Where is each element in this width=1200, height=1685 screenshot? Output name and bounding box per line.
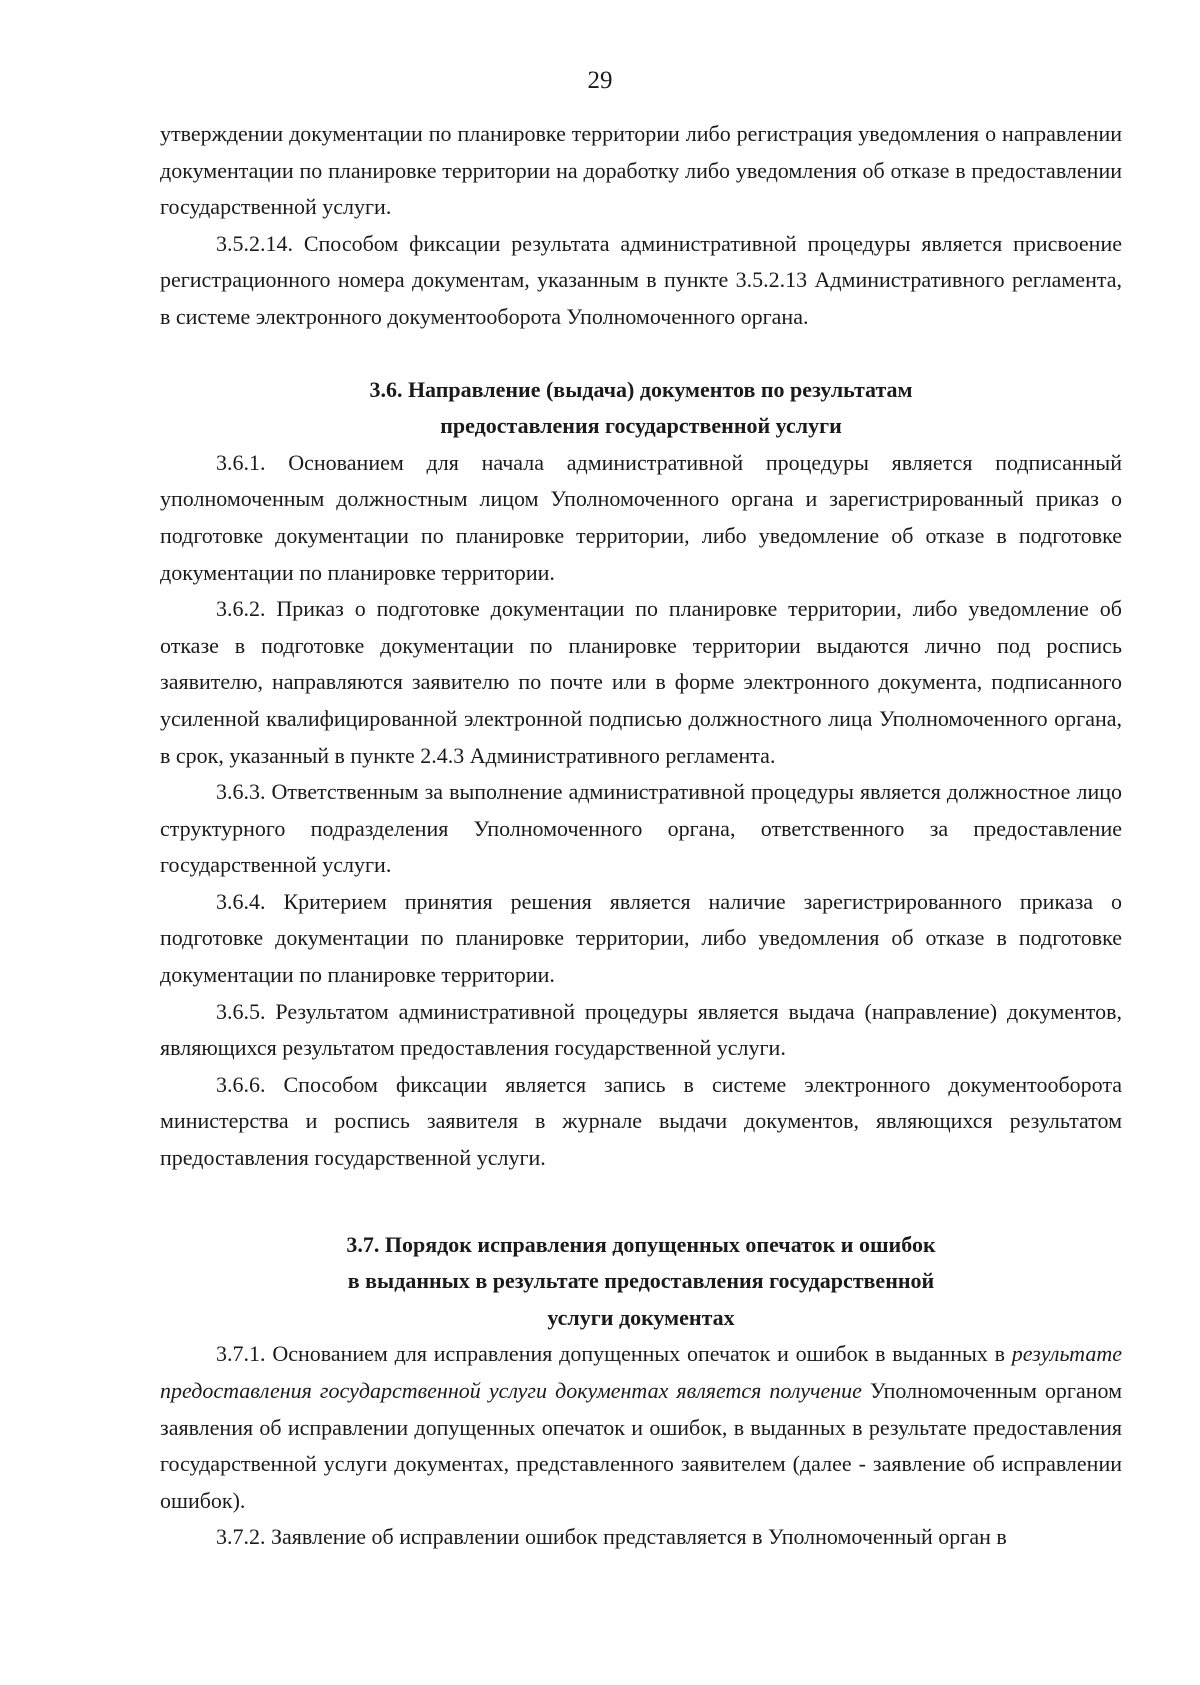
- section-heading-3-7: [160, 1227, 1122, 1337]
- paragraph-3-6-2: 3.6.2. Приказ о подготовке документации по планировке территории, либо уведомление об отказе в подготовке документации по планировке территории выдаются лично под роспись заявителю, направляются заявителю по почте или в форме электронного документа, подписанного усиленной квалифицированной электронной подписью должностного лица Уполномоченного органа, в срок, указанный в пункте 2.4.3 Административного регламента.: [160, 596, 1122, 768]
- section-heading-3-7-line-1: 3.7. Порядок исправления допущенных опечаток и ошибок: [346, 1231, 936, 1257]
- spacer: [160, 1177, 1122, 1227]
- paragraph-3-7-1-part-3: Уполномоченным органом заявления об исправлении допущенных опечаток и ошибок, в выданных в результате предоставления государственной услуги документах, представленного заявителем (далее - заявление об исправлении ошибок).: [160, 1378, 1122, 1513]
- section-heading-3-7-line-3: услуги документах: [547, 1304, 735, 1330]
- paragraph-3-6-5: 3.6.5. Результатом административной процедуры является выдача (направление) документов, являющихся результатом предоставления государственной услуги.: [160, 998, 1122, 1061]
- section-heading-3-7-line-2: в выданных в результате предоставления государственной: [347, 1268, 935, 1294]
- spacer: [160, 336, 1122, 372]
- document-body: [160, 116, 1122, 1556]
- paragraph-continuation: утверждении документации по планировке территории либо регистрация уведомления о направлении документации по планировке территории на доработку либо уведомления об отказе в предоставлении государственной услуги.: [160, 121, 1122, 220]
- section-heading-3-6-line-1: 3.6. Направление (выдача) документов по результатам: [369, 376, 913, 402]
- paragraph-3-5-2-14: 3.5.2.14. Способом фиксации результата административной процедуры является присвоение регистрационного номера документам, указанным в пункте 3.5.2.13 Административного регламента, в системе электронного документооборота Уполномоченного органа.: [160, 230, 1122, 329]
- page-number: 29: [587, 67, 613, 94]
- paragraph-3-7-1: [160, 1336, 1122, 1519]
- paragraph-3-6-4: 3.6.4. Критерием принятия решения является наличие зарегистрированного приказа о подготовке документации по планировке территории, либо уведомления об отказе в подготовке документации по планировке территории.: [160, 888, 1122, 988]
- section-heading-3-6: [160, 372, 1122, 445]
- section-heading-3-6-line-2: предоставления государственной услуги: [440, 413, 842, 439]
- paragraph-3-7-1-part-2: результате предоставления государственной услуги документах является получение: [160, 1341, 1122, 1403]
- paragraph-3-7-2: 3.7.2. Заявление об исправлении ошибок представляется в Уполномоченный орган в: [216, 1524, 1007, 1550]
- paragraph-3-6-3: 3.6.3. Ответственным за выполнение административной процедуры является должностное лицо структурного подразделения Уполномоченного органа, ответственного за предоставление государственной услуги.: [160, 779, 1122, 878]
- paragraph-3-6-1: 3.6.1. Основанием для начала административной процедуры является подписанный уполномоченным должностным лицом Уполномоченного органа и зарегистрированный приказ о подготовке документации по планировке территории, либо уведомление об отказе в подготовке документации по планировке территории.: [160, 449, 1122, 585]
- paragraph-3-6-6: 3.6.6. Способом фиксации является запись в системе электронного документооборота министерства и роспись заявителя в журнале выдачи документов, являющихся результатом предоставления государственной услуги.: [160, 1071, 1122, 1171]
- paragraph-3-7-1-part-1: 3.7.1. Основанием для исправления допущенных опечаток и ошибок в выданных в: [216, 1341, 1012, 1367]
